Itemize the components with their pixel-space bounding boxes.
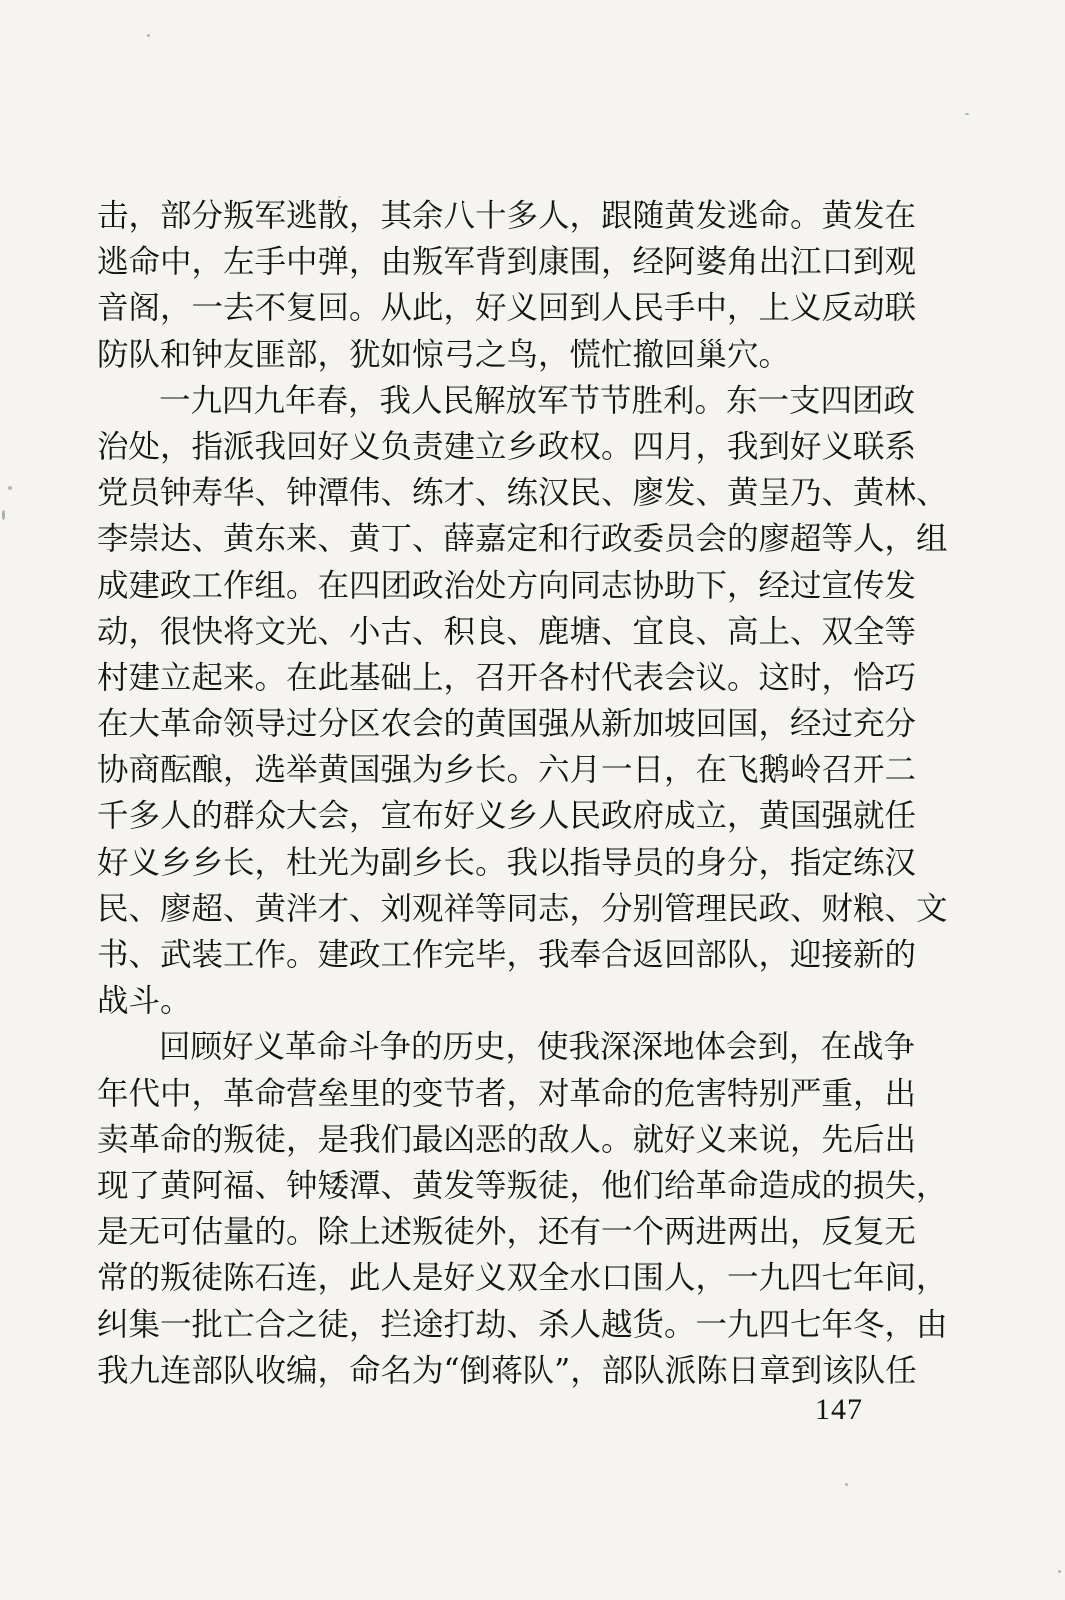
text-line: 成建政工作组。在四团政治处方向同志协助下，经过宣传发 xyxy=(97,567,917,604)
text-line: 千多人的群众大会，宣布好义乡人民政府成立，黄国强就任 xyxy=(97,798,917,835)
text-line: 我九连部队收编，命名为“倒蒋队”，部队派陈日章到该队任 xyxy=(97,1352,917,1389)
text-line: 击，部分叛军逃散，其余八十多人，跟随黄发逃命。黄发在 xyxy=(97,198,917,234)
text-line: 纠集一批亡合之徒，拦途打劫、杀人越货。一九四七年冬，由 xyxy=(97,1306,948,1343)
text-line: 防队和钟友匪部，犹如惊弓之鸟，慌忙撤回巢穴。 xyxy=(97,336,791,373)
text-line: 党员钟寿华、钟潭伟、练才、练汉民、廖发、黄呈乃、黄林、 xyxy=(97,475,948,512)
paragraph-first-line: 回顾好义革命斗争的历史，使我深深地体会到，在战争 xyxy=(159,1029,916,1066)
text-line: 逃命中，左手中弹，由叛军背到康围，经阿婆角出江口到观 xyxy=(97,244,917,281)
text-line: 常的叛徒陈石连，此人是好义双全水口围人，一九四七年间， xyxy=(97,1260,948,1297)
text-line: 音阁，一去不复回。从此，好义回到人民手中，上义反动联 xyxy=(97,290,917,327)
scan-speck xyxy=(965,113,969,115)
text-line: 书、武装工作。建政工作完毕，我奉合返回部队，迎接新的 xyxy=(97,937,917,973)
text-line: 李崇达、黄东来、黄丁、薛嘉定和行政委员会的廖超等人，组 xyxy=(97,521,948,558)
scan-speck xyxy=(1058,1570,1061,1573)
text-line: 好义乡乡长，杜光为副乡长。我以指导员的身分，指定练汉 xyxy=(97,844,917,881)
page-number: 147 xyxy=(815,1393,863,1426)
scan-speck xyxy=(8,486,12,490)
scan-speck xyxy=(147,34,150,37)
scan-speck xyxy=(845,1483,848,1486)
text-line: 战斗。 xyxy=(97,983,192,1020)
text-line: 年代中，革命营垒里的变节者，对革命的危害特别严重，出 xyxy=(97,1075,917,1112)
text-line: 在大革命领导过分区农会的黄国强从新加坡回国，经过充分 xyxy=(97,706,917,743)
text-line: 协商酝酿，选举黄国强为乡长。六月一日，在飞鹅岭召开二 xyxy=(97,752,917,789)
text-line: 卖革命的叛徒，是我们最凶恶的敌人。就好义来说，先后出 xyxy=(97,1121,917,1158)
text-line: 村建立起来。在此基础上，召开各村代表会议。这时，恰巧 xyxy=(97,659,917,696)
text-line: 是无可估量的。除上述叛徒外，还有一个两进两出，反复无 xyxy=(97,1214,917,1251)
scan-speck xyxy=(2,510,5,520)
paragraph-first-line: 一九四九年春，我人民解放军节节胜利。东一支四团政 xyxy=(159,382,916,419)
text-line: 现了黄阿福、钟矮潭、黄发等叛徒，他们给革命造成的损失， xyxy=(97,1167,948,1204)
text-line: 动，很快将文光、小古、积良、鹿塘、宜良、高上、双全等 xyxy=(97,613,917,650)
text-line: 民、廖超、黄泮才、刘观祥等同志，分别管理民政、财粮、文 xyxy=(97,890,948,927)
body-text xyxy=(97,193,948,1394)
text-line: 治处，指派我回好义负责建立乡政权。四月，我到好义联系 xyxy=(97,428,917,465)
